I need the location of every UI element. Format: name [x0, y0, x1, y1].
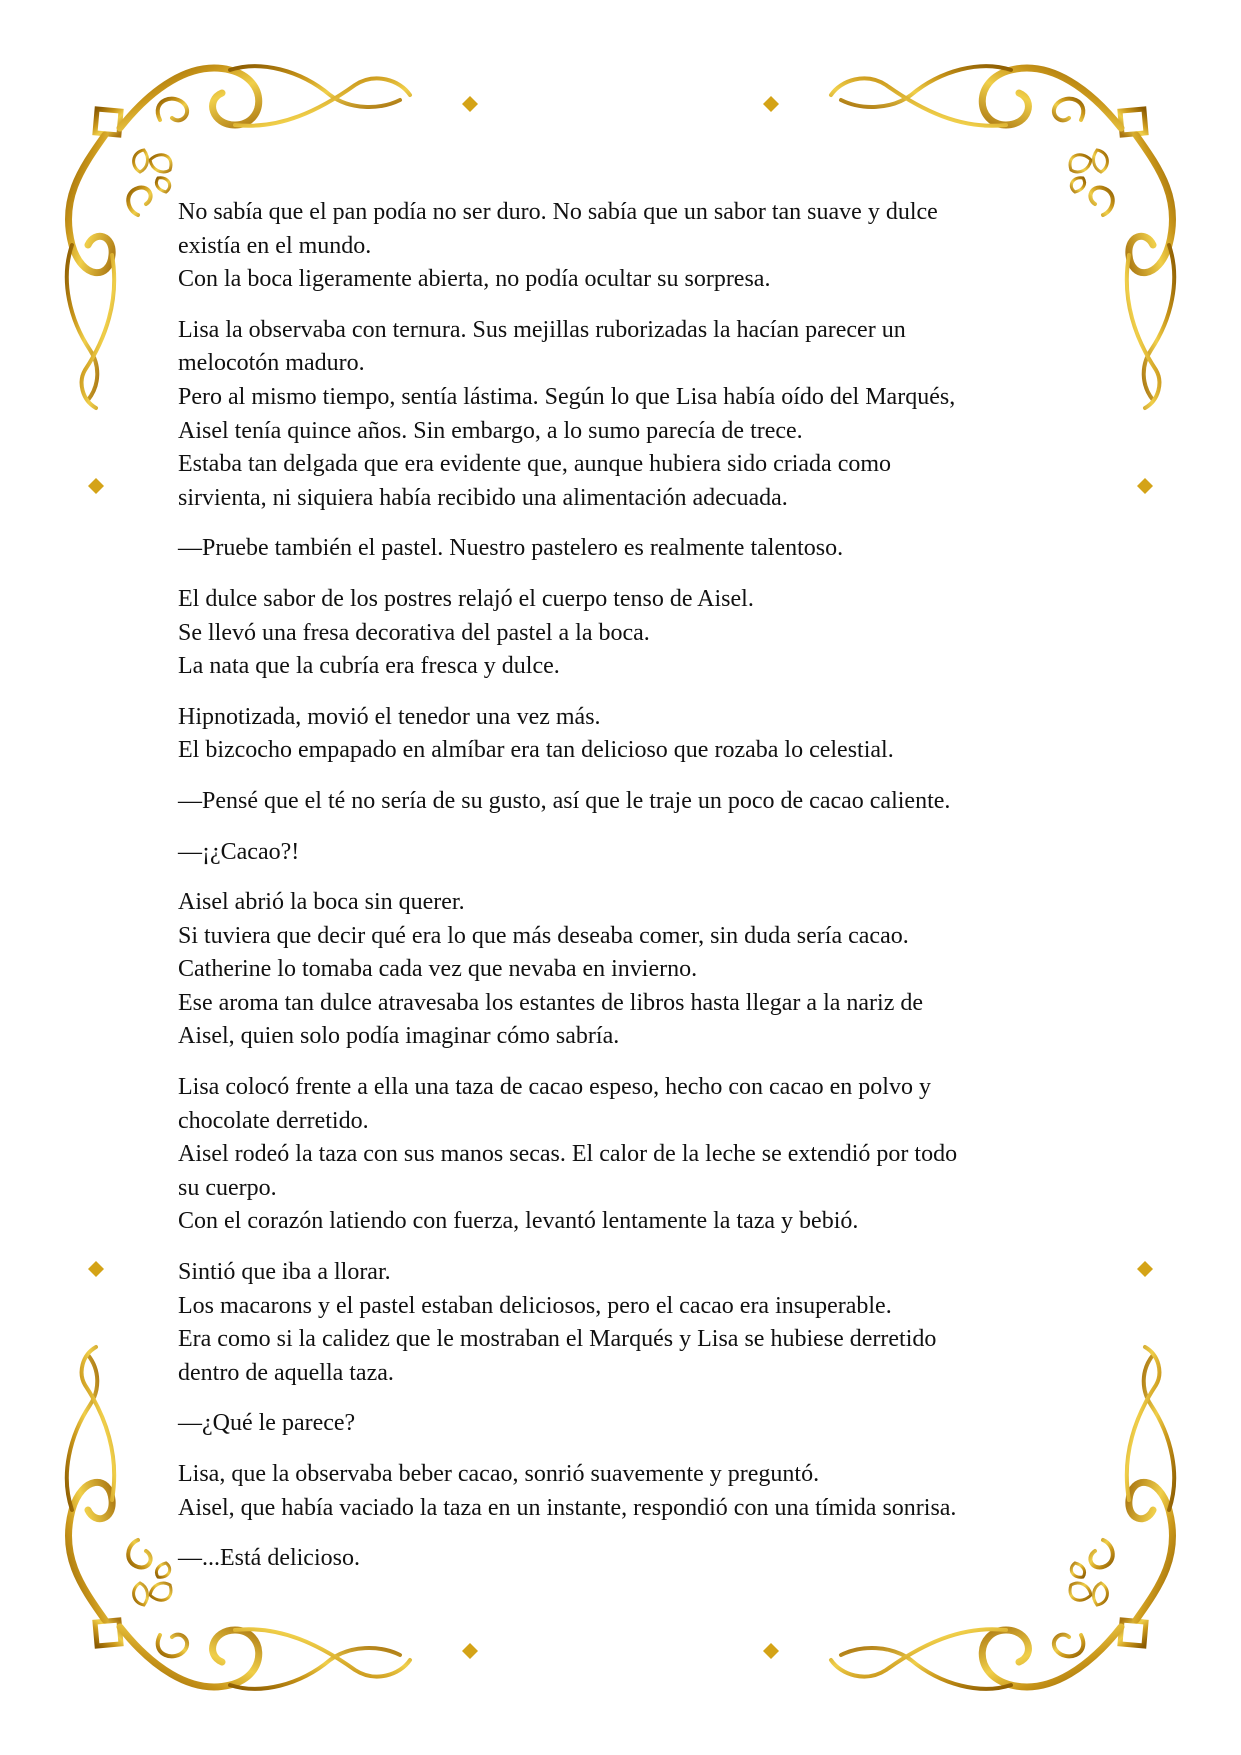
story-line: La nata que la cubría era fresca y dulce.	[178, 653, 560, 680]
story-line: Se llevó una fresa decorativa del pastel a la boca.	[178, 619, 650, 646]
story-line: Si tuviera que decir qué era lo que más deseaba comer, sin duda sería cacao.	[178, 922, 909, 949]
story-line: —Pruebe también el pastel. Nuestro pastelero es realmente talentoso.	[178, 535, 844, 562]
story-line: melocotón maduro.	[178, 350, 365, 377]
story-paragraph	[178, 196, 1078, 297]
story-line: —...Está delicioso.	[178, 1545, 360, 1572]
story-line: Lisa la observaba con ternura. Sus mejillas ruborizadas la hacían parecer un	[178, 316, 906, 343]
story-paragraph	[178, 1256, 1078, 1390]
story-line: Aisel, quien solo podía imaginar cómo sabría.	[178, 1023, 620, 1050]
story-line: El dulce sabor de los postres relajó el cuerpo tenso de Aisel.	[178, 585, 754, 612]
story-line: su cuerpo.	[178, 1174, 277, 1201]
story-line: Los macarons y el pastel estaban deliciosos, pero el cacao era insuperable.	[178, 1292, 892, 1319]
story-line: No sabía que el pan podía no ser duro. No sabía que un sabor tan suave y dulce	[178, 199, 938, 225]
story-line: Ese aroma tan dulce atravesaba los estantes de libros hasta llegar a la nariz de	[178, 989, 924, 1016]
story-paragraph	[178, 532, 1078, 566]
story-line: Lisa, que la observaba beber cacao, sonrió suavemente y preguntó.	[178, 1461, 820, 1487]
story-paragraph	[178, 886, 1078, 1054]
story-line: —Pensé que el té no sería de su gusto, así que le traje un poco de cacao caliente.	[178, 787, 951, 814]
story-line: Aisel, que había vaciado la taza en un instante, respondió con una tímida sonrisa.	[178, 1494, 957, 1521]
story-line: Lisa colocó frente a ella una taza de cacao espeso, hecho con cacao en polvo y	[178, 1074, 931, 1101]
story-line: sirvienta, ni siquiera había recibido una alimentación adecuada.	[178, 484, 788, 511]
story-line: El bizcocho empapado en almíbar era tan delicioso que rozaba lo celestial.	[178, 737, 894, 764]
story-line: Sintió que iba a llorar.	[178, 1259, 391, 1286]
story-line: —¡¿Cacao?!	[178, 838, 300, 865]
story-paragraph	[178, 701, 1078, 768]
story-line: dentro de aquella taza.	[178, 1359, 394, 1386]
story-paragraph	[178, 1407, 1078, 1441]
story-line: chocolate derretido.	[178, 1107, 369, 1134]
story-line: Estaba tan delgada que era evidente que, aunque hubiera sido criada como	[178, 451, 892, 478]
story-line: Aisel rodeó la taza con sus manos secas. El calor de la leche se extendió por todo	[178, 1141, 958, 1168]
story-line: Aisel tenía quince años. Sin embargo, a lo sumo parecía de trece.	[178, 417, 803, 444]
story-line: Hipnotizada, movió el tenedor una vez más.	[178, 703, 601, 730]
story-paragraph	[178, 1458, 1078, 1525]
story-line: Catherine lo tomaba cada vez que nevaba en invierno.	[178, 956, 698, 983]
story-line: Pero al mismo tiempo, sentía lástima. Según lo que Lisa había oído del Marqués,	[178, 383, 956, 410]
story-paragraph	[178, 785, 1078, 819]
story-line: —¿Qué le parece?	[178, 1410, 356, 1437]
story-line: Con la boca ligeramente abierta, no podía ocultar su sorpresa.	[178, 266, 771, 293]
story-line: Aisel abrió la boca sin querer.	[178, 889, 465, 916]
story-paragraph	[178, 836, 1078, 870]
story-line: Era como si la calidez que le mostraban el Marqués y Lisa se hubiese derretido	[178, 1326, 937, 1353]
story-paragraph	[178, 314, 1078, 516]
story-paragraph	[178, 1071, 1078, 1239]
story-paragraph	[178, 1542, 1078, 1576]
story-line: Con el corazón latiendo con fuerza, levantó lentamente la taza y bebió.	[178, 1208, 859, 1235]
story-line: existía en el mundo.	[178, 232, 372, 259]
story-text	[178, 196, 1078, 1593]
story-paragraph	[178, 583, 1078, 684]
